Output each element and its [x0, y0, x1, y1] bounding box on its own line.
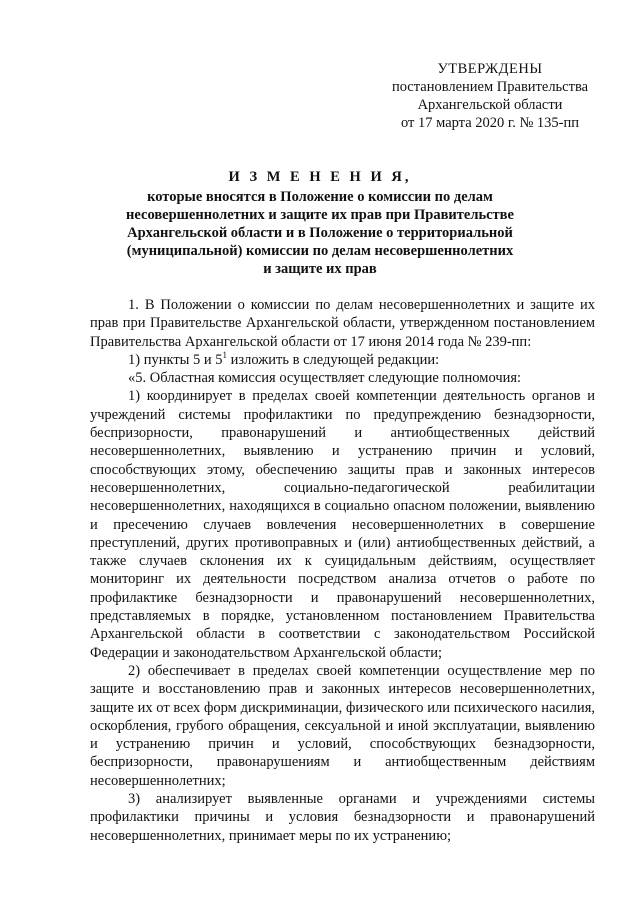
approval-line-1: постановлением Правительства [391, 79, 589, 95]
paragraph-3: «5. Областная комиссия осуществляет следующие полномочия: [128, 370, 522, 387]
paragraph-2 [90, 351, 595, 369]
approval-line-2: Архангельской области [417, 97, 563, 113]
title-line-1: которые вносятся в Положение о комиссии по делам [147, 189, 493, 205]
document-body [90, 296, 595, 845]
approval-line-3: от 17 марта 2020 г. № 135-пп [400, 115, 580, 131]
title-heading: И З М Е Н Е Н И Я, [228, 169, 412, 185]
paragraph-2-end: изложить в следующей редакции: [227, 351, 440, 368]
title-line-2: несовершеннолетних и защите их прав при Правительстве [126, 207, 514, 223]
paragraph-5: 2) обеспечивает в пределах своей компетенции осуществление мер по защите и восстановлению прав и законных интересов несовершеннолетних, защите их от всех форм дискриминации, физического или психического насилия, оскорбления, грубого обращения, сексуальной и иной эксплуатации, выявлению и устранению причин и условий, способствующих безнадзорности, беспризорности, правонарушениям и антиобщественным действиям несовершеннолетних; [90, 662, 595, 789]
title-line-3: Архангельской области и в Положение о территориальной [127, 225, 513, 241]
paragraph-1: 1. В Положении о комиссии по делам несовершеннолетних и защите их прав при Правительстве Архангельской области, утвержденном постановлением Правительства Архангельской области от 17 июня 2014 года № 239-пп: [90, 297, 595, 350]
document-title [90, 168, 550, 278]
title-line-4: (муниципальной) комиссии по делам несовершеннолетних [126, 243, 514, 259]
approval-stamp [370, 60, 610, 132]
paragraph-6: 3) анализирует выявленные органами и учреждениями системы профилактики причины и условия безнадзорности и правонарушений несовершеннолетних, принимает меры по их устранению; [90, 791, 595, 844]
approval-heading: УТВЕРЖДЕНЫ [437, 61, 543, 77]
superscript: 1 [222, 350, 228, 361]
paragraph-4: 1) координирует в пределах своей компетенции деятельность органов и учреждений системы профилактики по предупреждению безнадзорности, беспризорности, правонарушений и антиобщественных действий несовершеннолетних, выявлению и устранению причин и условий, способствующих этому, обеспечению защиты прав и законных интересов несовершеннолетних, социально-педагогической реабилитации несовершеннолетних, находящихся в социально опасном положении, выявлению и пресечению случаев вовлечения несовершеннолетних в совершение преступлений, других противоправных и (или) антиобщественных действий, а также случаев склонения их к суицидальным действиям, осуществляет мониторинг их деятельности посредством анализа отчетов о работе по профилактике безнадзорности и правонарушений несовершеннолетних, представляемых в порядке, установленном постановлением Правительства Архангельской области в соответствии с законодательством Российской Федерации и законодательством Архангельской области; [90, 388, 595, 661]
paragraph-2-start: 1) пункты 5 и 5 [128, 351, 223, 368]
title-line-5: и защите их прав [263, 261, 377, 277]
